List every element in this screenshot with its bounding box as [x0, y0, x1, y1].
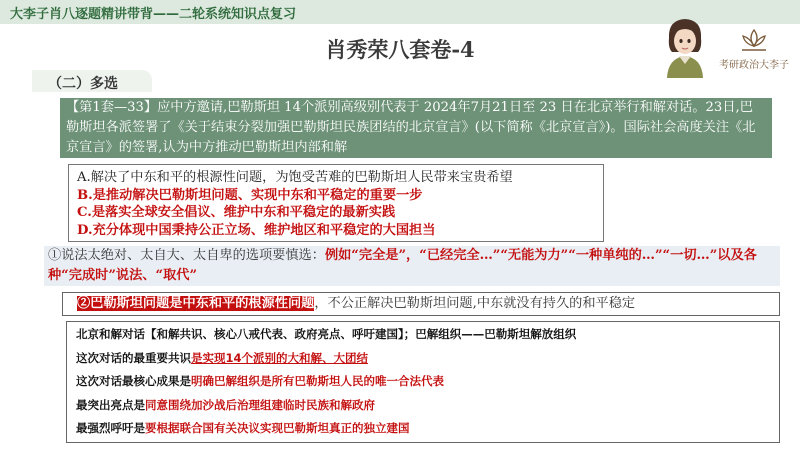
summary-value: 是实现14个派别的大和解、大团结	[191, 350, 369, 365]
option-d: D.充分体现中国秉持公正立场、维护地区和平稳定的大国担当	[77, 222, 436, 238]
summary-row	[76, 324, 779, 348]
option-c: C.是落实全球安全倡议、维护中东和平稳定的最新实践	[77, 205, 396, 220]
options-box	[68, 164, 604, 242]
lotus-icon	[716, 26, 792, 56]
summary-value: 明确巴解组织是所有巴勒斯坦人民的唯一合法代表	[191, 374, 444, 389]
section-label: （二）多选	[48, 76, 118, 92]
summary-label: 最突出亮点是	[76, 397, 145, 412]
summary-label: 这次对话的最重要共识	[76, 350, 191, 365]
analysis-highlight: ②巴勒斯坦问题是中东和平的根源性问题	[77, 296, 315, 311]
analysis-note	[62, 292, 780, 316]
option-a: A.解决了中东和平的根源性问题，为饱受苦难的巴勒斯坦人民带来宝贵希望	[77, 170, 513, 185]
summary-label: 这次对话最核心成果是	[76, 374, 191, 389]
summary-label: 北京和解对话【和解共识、核心八戒代表、政府亮点、呼吁建国】；巴解组织——巴勒斯坦解放组织	[76, 327, 577, 341]
tip-prefix: ①说法太绝对、太自大、太自卑的选项要慎选：	[48, 248, 325, 263]
summary-row	[76, 371, 779, 395]
summary-row	[76, 395, 779, 419]
question-stem: 【第1套—33】应中方邀请,巴勒斯坦 14个派别高级别代表于 2024年7月21日至 23 日在北京举行和解对话。23日,巴勒斯坦各派签署了《关于结束分裂加强巴勒斯坦民族团结的北京宣言》(以下简称《北京宣言》)。国际社会高度关注《北京宣言》的签署,认为中方推动巴勒斯坦内部和解	[60, 98, 772, 158]
summary-box	[66, 321, 780, 443]
course-title: 大李子肖八逐题精讲带背——二轮系统知识点复习	[10, 7, 297, 22]
summary-row	[76, 418, 779, 442]
tip-note	[44, 246, 780, 286]
analysis-rest: ，不公正解决巴勒斯坦问题,中东就没有持久的和平稳定	[314, 296, 636, 311]
summary-label: 最强烈呼吁是	[76, 421, 145, 436]
option-b: B.是推动解决巴勒斯坦问题、实现中东和平稳定的重要一步	[77, 187, 423, 203]
summary-row	[76, 348, 779, 372]
page-title: 肖秀荣八套卷-4	[325, 37, 475, 62]
logo-text: 考研政治大李子	[719, 60, 789, 71]
summary-value: 要根据联合国有关决议实现巴勒斯坦真正的独立建国	[145, 421, 410, 436]
brand-logo	[716, 26, 792, 74]
tip-examples: 例如“完全是”，“已经完全…”“无能为力”“一种单纯的…”“一切…”以及各种“完成时”说法、“取代”	[48, 248, 757, 283]
summary-value: 同意围绕加沙战后治理组建临时民族和解政府	[145, 397, 375, 412]
teacher-avatar-icon	[660, 14, 710, 78]
